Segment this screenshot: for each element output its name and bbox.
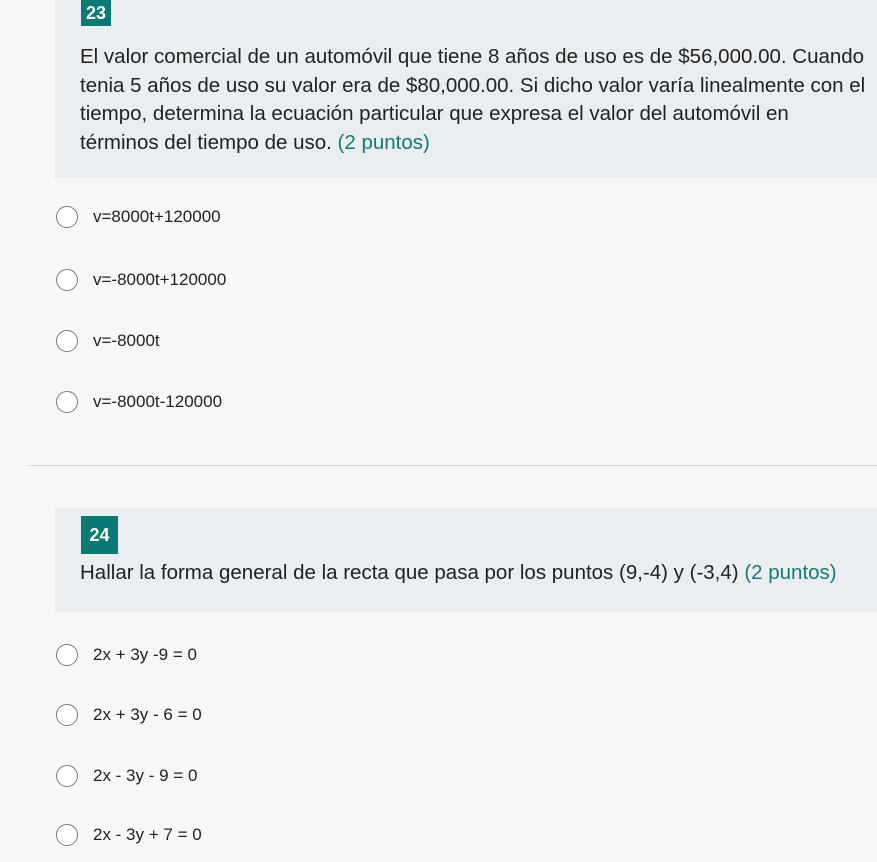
q23-option-4[interactable]: [56, 387, 222, 417]
q24-option-4[interactable]: [56, 820, 202, 850]
q23-option-2-label: v=-8000t+120000: [93, 270, 227, 289]
q23-option-4-label: v=-8000t-120000: [93, 392, 223, 411]
radio-icon[interactable]: [56, 206, 78, 228]
q24-option-2[interactable]: [56, 700, 202, 730]
q24-option-4-label: 2x - 3y + 7 = 0: [93, 825, 202, 844]
radio-icon[interactable]: [56, 269, 78, 291]
radio-icon[interactable]: [56, 644, 78, 666]
question-number-23: 23: [81, 0, 111, 26]
question-divider: [28, 465, 877, 466]
q24-option-1-label: 2x + 3y -9 = 0: [93, 645, 197, 664]
radio-icon[interactable]: [56, 330, 78, 352]
radio-icon[interactable]: [56, 391, 78, 413]
q24-option-3[interactable]: [56, 761, 197, 791]
question-23-points: (2 puntos): [337, 130, 430, 154]
question-24-header: [55, 508, 877, 612]
question-23-header: [55, 0, 877, 178]
q23-option-3-label: v=-8000t: [93, 331, 160, 350]
radio-icon[interactable]: [56, 704, 78, 726]
q23-option-1-label: v=8000t+120000: [93, 207, 221, 226]
question-24-text: [80, 559, 867, 588]
question-23-prompt: El valor comercial de un automóvil que tiene 8 años de uso es de $56,000.00. Cuando tenia 5 años de uso su valor era de $80,000.00. Si dicho valor varía linealmente con el tiempo, determina la ecuación particular que expresa el valor del automóvil en términos del tiempo de uso.: [80, 45, 866, 154]
q24-option-3-label: 2x - 3y - 9 = 0: [93, 766, 198, 785]
q24-option-2-label: 2x + 3y - 6 = 0: [93, 705, 202, 724]
question-23-text: [80, 43, 867, 157]
radio-icon[interactable]: [56, 824, 78, 846]
question-24-points: (2 puntos): [744, 561, 837, 584]
q23-option-2[interactable]: [56, 265, 226, 295]
radio-icon[interactable]: [56, 765, 78, 787]
q24-option-1[interactable]: [56, 640, 197, 670]
question-number-24: 24: [81, 516, 118, 554]
q23-option-1[interactable]: [56, 202, 221, 232]
q23-option-3[interactable]: [56, 326, 160, 356]
question-24-prompt: Hallar la forma general de la recta que pasa por los puntos (9,-4) y (-3,4): [80, 561, 739, 584]
